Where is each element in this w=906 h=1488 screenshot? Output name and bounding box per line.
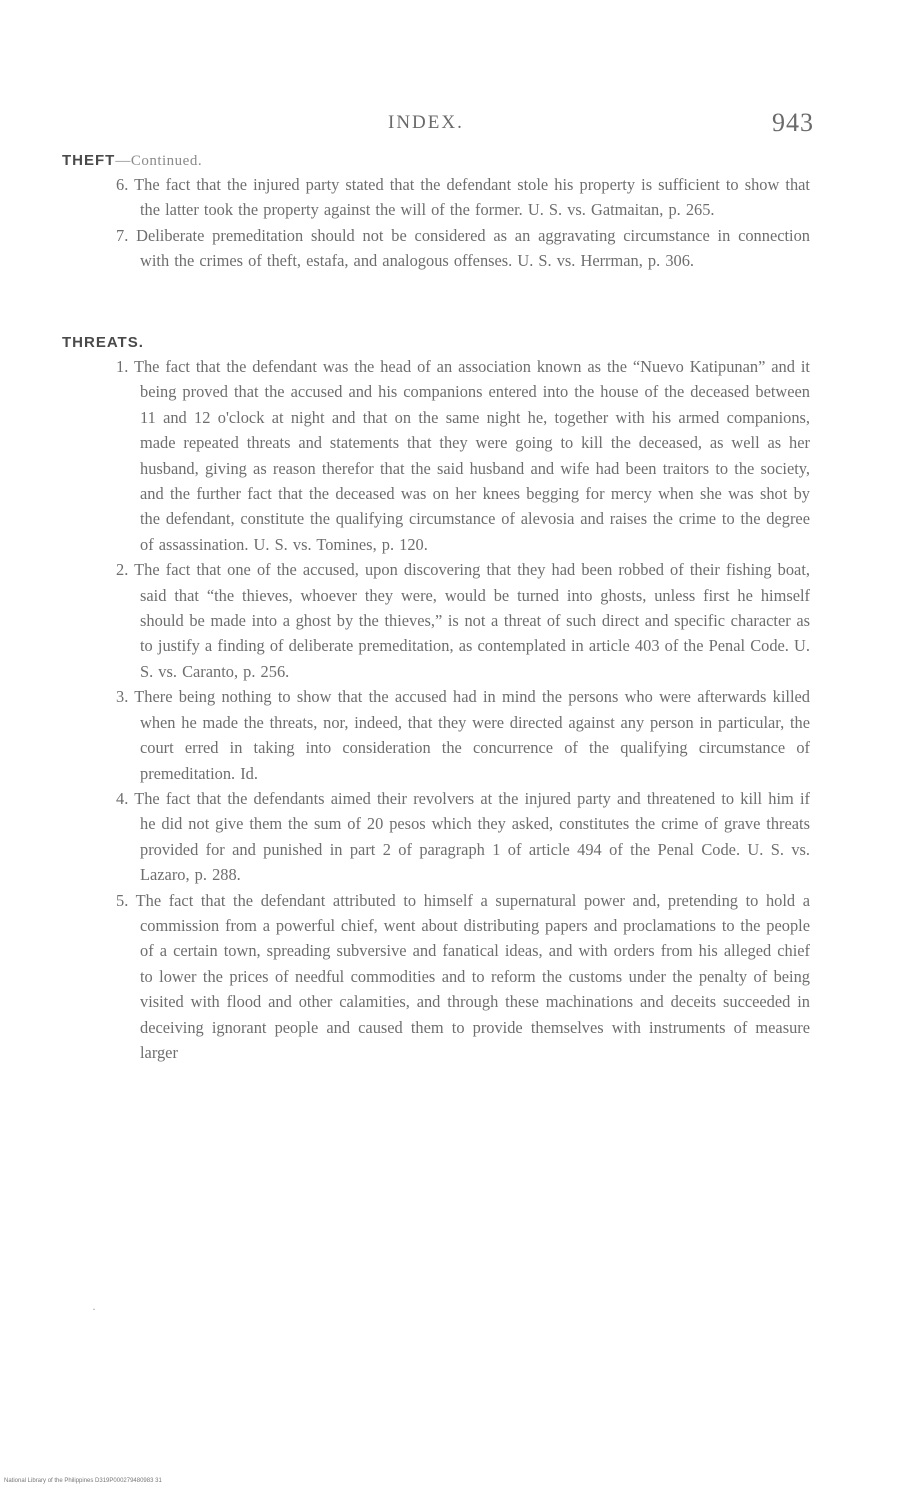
entry-text: The fact that the defendant attributed to himself a supernatural power and, pretending to hold a commission from a powerful chief, went about distributing papers and proclamations to the people of a certain town, spreading subversive and fanatical ideas, and with orders from his alleged chief to lower the prices of needful commodities and to reform the customs under the penalty of being visited with flood and other calamities, and through these machinations and deceits succeeded in deceiving ignorant people and caused them to provide themselves with instruments of measure larger — [135, 890, 810, 1062]
index-entry — [62, 786, 810, 888]
heading-label: THEFT — [62, 152, 116, 169]
entry-number: 4. — [116, 788, 129, 808]
continued-label: —Continued. — [115, 153, 203, 169]
index-entry — [62, 557, 810, 684]
entry-text: The fact that the defendant was the head of an association known as the “Nuevo Katipunan” and it being proved that the accused and his companions entered into the house of the deceased between 11 and 12 o'clock at night and that on the same night he, together with his armed companions, made repeated threats and statements that they were going to kill the deceased, as well as her husband, giving as reason therefor that the said husband and wife had been traitors to the society, and the further fact that the deceased was on her knees begging for mercy when she was shot by the defendant, constitute the qualifying circumstance of alevosia and raises the crime to the degree of assassination. U. S. vs. Tomines, p. 120. — [133, 357, 810, 554]
heading-label: THREATS. — [62, 334, 144, 351]
index-entry — [62, 684, 810, 786]
entry-text: There being nothing to show that the accused had in mind the persons who were afterwards killed when he made the threats, nor, indeed, that they were directed against any person in particular, the court erred in taking into consideration the concurrence of the qualifying circumstance of premeditation. Id. — [134, 687, 810, 783]
entry-number: 6. — [116, 175, 129, 194]
entry-number: 7. — [116, 225, 129, 245]
scan-footer: National Library of the Philippines D319P000279480983 31 — [4, 1478, 162, 1484]
section-heading-theft — [62, 150, 810, 172]
section-theft — [62, 150, 810, 274]
entry-text: The fact that the injured party stated that the defendant stole his property is sufficient to show that the latter took the property against the will of the former. U. S. vs. Gatmaitan, p. 265. — [134, 175, 810, 220]
running-head — [0, 108, 906, 138]
entry-number: 1. — [116, 357, 129, 376]
entry-number: 5. — [116, 890, 129, 910]
entry-text: The fact that one of the accused, upon discovering that they had been robbed of their fishing boat, said that “the thieves, whoever they were, would be turned into ghosts, unless first he himself should be made into a ghost by the thieves,” is not a threat of such direct and specific character as to justify a finding of deliberate premeditation, as contemplated in article 403 of the Penal Code. U. S. vs. Caranto, p. 256. — [134, 560, 810, 681]
index-entry — [62, 888, 810, 1066]
index-entry — [62, 172, 810, 223]
running-title: INDEX. — [388, 112, 464, 133]
entry-number: 3. — [116, 687, 129, 707]
entry-text: The fact that the defendants aimed their revolvers at the injured party and threatened to kill him if he did not give them the sum of 20 pesos which they asked, constitutes the crime of grave threats provided for and punished in part 2 of paragraph 1 of article 494 of the Penal Code. U. S. vs. Lazaro, p. 288. — [134, 788, 810, 885]
entry-number: 2. — [116, 560, 129, 580]
page-number: 943 — [772, 108, 814, 137]
section-threats — [62, 332, 810, 1065]
index-entry — [62, 223, 810, 274]
section-heading-threats — [62, 332, 810, 354]
entry-text: Deliberate premeditation should not be considered as an aggravating circumstance in connection with the crimes of theft, estafa, and analogous offenses. U. S. vs. Herrman, p. 306. — [136, 225, 810, 271]
margin-dot: · — [92, 1302, 96, 1316]
index-entry — [62, 354, 810, 557]
